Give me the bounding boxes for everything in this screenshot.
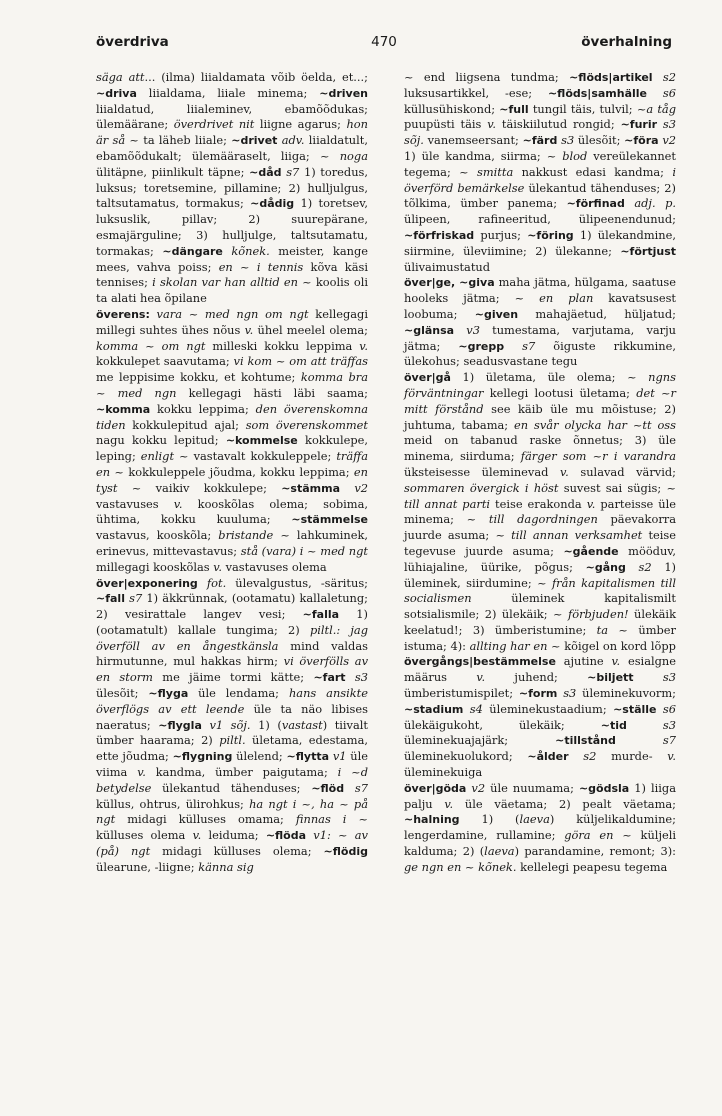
dictionary-entry: säga att... (ilma) liialdamata võib öelda, et...; ~driva liialdama, liiale minema; ~driven liialdatud, liialeminev, ebamõõdukas; ülemäärane; överdrivet nit liigne agarus; hon är så ~ ta läheb liiale; ~drivet adv. liialdatult, ebamõõdukalt; ülemääraselt, liiga; ~ noga ülitäpne, piinlikult täpne; ~dåd s7 1) toredus, luksus; toretsemine, pillamine; 2) hulljulgus, taltsutamatus, tormakus; ~dådig 1) toretsev, luksuslik, pillav; 2) suurepärane, esmajärguline; 3) hulljulge, taltsutamatu, tormakas; ~dängare kõnek. meister, kange mees, vahva poiss; en ~ i tennis kõva käsi tennises; i skolan var han alltid en ~ koolis oli ta alati hea õpilane (96, 70, 368, 306)
left-column (96, 70, 368, 876)
dictionary-entry: över|ge, ~giva maha jätma, hülgama, saatuse hooleks jätma; ~ en plan kavatsusest loobuma; ~given mahajäetud, hüljatud; ~glänsa v3 tumestama, varjutama, varju jätma; ~grepp s7 õiguste rikkumine, ülekohus; seadusvastane tegu (404, 275, 677, 369)
right-column (404, 70, 676, 876)
dictionary-entry: över|exponering fot. ülevalgustus, -säritus; ~fall s7 1) äkkrünnak, (ootamatu) kallaletung; 2) vesirattale langev vesi; ~falla 1) (ootamatult) kallale tungima; 2) piltl.: jag överföll av en ångestkänsla mind valdas hirmutunne, mul hakkas hirm; vi överfölls av en storm me jäime tormi kätte; ~fart s3 ülesõit; ~flyga üle lendama; hans ansikte överflögs av ett leende üle ta näo libises naeratus; ~flygla v1 sõj. 1) (vastast) tiivalt ümber haarama; 2) piltl. ületama, edestama, ette jõudma; ~flygning ülelend; ~flytta v1 üle viima v. kandma, ümber paigutama; i ~d betydelse ülekantud tähenduses; ~flöd s7 küllus, ohtrus, ülirohkus; ha ngt i ~, ha ~ på ngt midagi külluses omama; finnas i ~ külluses olema v. leiduma; ~flöda v1: ~ av (på) ngt midagi külluses olema; ~flödig ülearune, -liigne; känna sig (96, 575, 369, 874)
dictionary-entry: ~ end liigsena tundma; ~flöds|artikel s2 luksusartikkel, -ese; ~flöds|samhälle s6 küllusühiskond; ~full tungil täis, tulvil; ~a tåg puupüsti täis v. täiskiilutud rongid; ~furir s3 sõj. vanemseersant; ~färd s3 ülesõit; ~föra v2 1) üle kandma, siirma; ~ blod vereülekannet tegema; ~ smitta nakkust edasi kandma; i överförd bemärkelse ülekantud tähenduses; 2) tõlkima, ümber panema; ~förfinad adj. p. ülipeen, rafineeritud, ülipeenendunud; ~förfriskad purjus; ~föring 1) ülekandmine, siirmine, üleviimine; 2) ülekanne; ~förtjust ülivaimustatud (404, 70, 677, 274)
dictionary-entry: överens: vara ~ med ngn om ngt kellegagi millegi suhtes ühes nõus v. ühel meelel olema; komma ~ om ngt milleski kokku leppima v. kokkulepet saavutama; vi kom ~ om att träffas me leppisime kokku, et kohtume; komma bra ~ med ngn kellegagi hästi läbi saama; ~komma kokku leppima; den överenskomna tiden kokkulepitud ajal; som överenskommet nagu kokku lepitud; ~kommelse kokkulepe, leping; enligt ~ vastavalt kokkuleppele; träffa en ~ kokkuleppele jõudma, kokku leppima; en tyst ~ vaikiv kokkulepe; ~stämma v2 vastavuses v. kooskõlas olema; sobima, ühtima, kokku kuuluma; ~stämmelse vastavus, kooskõla; bristande ~ lahkuminek, erinevus, mittevastavus; stå (vara) i ~ med ngt millegagi kooskõlas v. vastavuses olema (96, 306, 369, 574)
dictionary-entry: över|göda v2 üle nuumama; ~gödsla 1) liiga palju v. üle väetama; 2) pealt väetama; ~halning 1) (laeva) küljelikaldumine; lengerdamine, rullamine; göra en ~ küljeli kalduma; 2) (laeva) parandamine, remont; 3): ge ngn en ~ kõnek. kellelegi peapesu tegema (404, 780, 677, 874)
page-header (96, 34, 672, 54)
left-guide-word: överdriva (96, 34, 169, 50)
dictionary-entry: över|gå 1) ületama, üle olema; ~ ngns förväntningar kellegi lootusi ületama; det ~r mitt förstånd see käib üle mu mõistuse; 2) juhtuma, tabama; en svår olycka har ~tt oss meid on tabanud raske õnnetus; 3) üle minema, siirduma; färger som ~r i varandra üksteisesse üleminevad v. sulavad värvid; sommaren övergick i höst suvest sai sügis; ~ till annat parti teise erakonda v. parteisse üle minema; ~ till dagordningen päevakorra juurde asuma; ~ till annan verksamhet teise tegevuse juurde asuma; ~gående mööduv, lühiajaline, üürike, põgus; ~gång s2 1) üleminek, siirdumine; ~ från kapitalismen till socialismen üleminek kapitalismilt sotsialismile; 2) ülekäik; ~ förbjuden! ülekäik keelatud!; 3) ümberistumine; ta ~ ümber istuma; 4): allting har en ~ kõigel on kord lõpp (404, 370, 677, 653)
right-guide-word: överhalning (581, 34, 672, 50)
dictionary-entry: övergångs|bestämmelse ajutine v. esialgne määrus v. juhend; ~biljett s3 ümberistumispilet; ~form s3 üleminekuvorm; ~stadium s4 üleminekustaadium; ~ställe s6 ülekäigukoht, ülekäik; ~tid s3 üleminekuajajärk; ~tillstånd s7 üleminekuolukord; ~ålder s2 murde- v. üleminekuiga (404, 654, 676, 780)
page-number: 470 (371, 34, 397, 50)
